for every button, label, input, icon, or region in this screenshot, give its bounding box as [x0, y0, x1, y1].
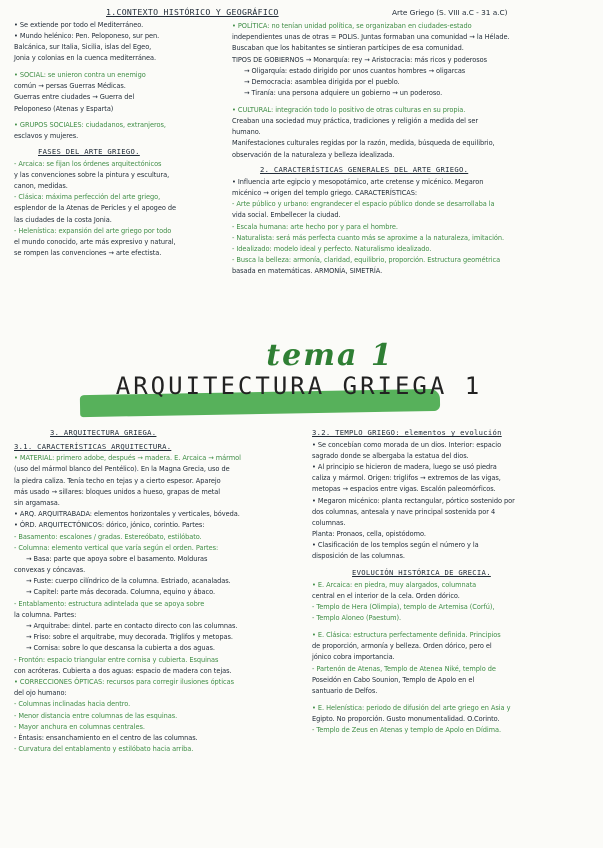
text-line: • ÓRD. ARQUITECTÓNICOS: dórico, jónico, corintio. Partes: — [14, 521, 205, 530]
text-line: - Partenón de Atenas, Templo de Atenea Niké, templo de — [312, 664, 496, 673]
text-line: • Mundo helénico: Pen. Peloponeso, sur pen. — [14, 31, 160, 40]
text-line: vida social. Embellecer la ciudad. — [232, 211, 341, 220]
text-line: Peloponeso (Atenas y Esparta) — [14, 104, 114, 113]
politica-lines — [232, 14, 594, 160]
text-line: central en el interior de la cela. Orden dórico. — [312, 591, 460, 600]
text-line: las ciudades de la costa Jonia. — [14, 215, 112, 224]
text-line: sin argamasa. — [14, 498, 60, 507]
text-line: Balcánica, sur Italia, Sicilia, islas del Egeo, — [14, 42, 152, 51]
text-line: dos columnas, antesala y nave principal sostenida por 4 — [312, 507, 496, 516]
text-line: se rompen las convenciones → arte efectista. — [14, 249, 162, 258]
text-line: columnas. — [312, 518, 346, 527]
text-line: Creaban una sociedad muy práctica, tradiciones y religión a medida del ser — [232, 117, 479, 126]
text-line: - Helenística: expansión del arte griego por todo — [14, 226, 172, 235]
text-line: → Arquitrabe: dintel. parte en contacto directo con las columnas. — [26, 622, 238, 630]
subsection-title-caracteristicas: 3.1. CARACTERÍSTICAS ARQUITECTURA. — [14, 441, 172, 451]
text-line: - Curvatura del entablamento y estilóbato hacia arriba. — [14, 745, 194, 754]
text-line: - Frontón: espacio triangular entre cornisa y cubierta. Esquinas — [14, 655, 219, 664]
text-line: • CULTURAL: integración todo lo positivo de otras culturas en su propia. — [232, 105, 466, 114]
text-line: disposición de las columnas. — [312, 552, 405, 561]
text-line: metopas → espacios entre vigas. Escalón paleomórficos. — [312, 485, 496, 494]
text-line: la columna. Partes: — [14, 610, 77, 619]
caracteristicas-lines — [232, 178, 594, 277]
text-line: • Clasificación de los templos según el número y la — [312, 541, 479, 550]
text-line: • SOCIAL: se unieron contra un enemigo — [14, 70, 146, 79]
text-line: humano. — [232, 128, 261, 137]
text-line: → Oligarquía: estado dirigido por unos cuantos hombres → oligarcas — [244, 66, 466, 75]
section-title-contexto: 1.CONTEXTO HISTÓRICO Y GEOGRÁFICO — [106, 7, 279, 17]
text-line: - Busca la belleza: armonía, claridad, equilibrio, proporción. Estructura geométrica — [232, 256, 501, 265]
text-line: - Arcaica: se fijan los órdenes arquitectónicos — [14, 159, 162, 168]
tema-heading: tema 1 — [266, 338, 394, 373]
text-line: y las convenciones sobre la pintura y escultura, — [14, 170, 170, 179]
text-line: - Basamento: escalones / gradas. Estereóbato, estilóbato. — [14, 532, 202, 541]
text-line: → Tiranía: una persona adquiere un gobierno → un poderoso. — [244, 89, 443, 98]
text-line: • MATERIAL: primero adobe, después → madera. E. Arcaica → mármol — [14, 454, 241, 463]
text-line: caliza y mármol. Origen: triglifos → extremos de las vigas, — [312, 474, 501, 483]
section-title-templo: 3.2. TEMPLO GRIEGO: elementos y evolución — [312, 428, 502, 437]
text-line: santuario de Delfos. — [312, 686, 378, 695]
text-line: • ARQ. ARQUITRABADA: elementos horizontales y verticales, bóveda. — [14, 510, 240, 519]
text-line: - Clásica: máxima perfección del arte griego, — [14, 193, 161, 202]
text-line: de proporción, armonía y belleza. Orden dórico, pero el — [312, 642, 492, 651]
text-line: TIPOS DE GOBIERNOS → Monarquía: rey → Aristocracia: más ricos y poderosos — [232, 55, 487, 64]
right-bottom-column — [312, 428, 596, 737]
text-line: • Al principio se hicieron de madera, luego se usó piedra — [312, 462, 497, 471]
text-line: - Idealizado: modelo ideal y perfecto. Naturalismo idealizado. — [232, 244, 432, 253]
text-line: independientes unas de otras = POLIS. Juntas formaban una comunidad → la Hélade. — [232, 33, 510, 42]
text-line: Manifestaciones culturales regidas por la razón, medida, búsqueda de equilibrio, — [232, 139, 495, 148]
section-title-caracteristicas: 2. CARACTERÍSTICAS GENERALES DEL ARTE GRIEGO. — [260, 165, 469, 175]
text-line: basada en matemáticas. ARMONÍA, SIMETRÍA. — [232, 267, 383, 276]
text-line: Jonia y colonias en la cuenca mediterránea. — [14, 54, 157, 63]
text-line: esplendor de la Atenas de Pericles y el apogeo de — [14, 204, 176, 213]
text-line: - Entablamento: estructura adintelada que se apoya sobre — [14, 599, 205, 608]
text-line: - Mayor anchura en columnas centrales. — [14, 722, 145, 731]
text-line: Buscaban que los habitantes se sintieran partícipes de esa comunidad. — [232, 44, 464, 53]
evolucion-lines — [312, 581, 596, 736]
text-line — [232, 100, 594, 104]
text-line: el mundo conocido, arte más expresivo y natural, — [14, 237, 176, 246]
text-line: → Basa: parte que apoya sobre el basamento. Molduras — [26, 554, 208, 563]
text-line: convexas y cóncavas. — [14, 566, 86, 575]
text-line: → Fuste: cuerpo cilíndrico de la columna. Estriado, acanaladas. — [26, 577, 231, 586]
text-line: • GRUPOS SOCIALES: ciudadanos, extranjeros, — [14, 121, 166, 130]
text-line: • E. Arcaica: en piedra, muy alargados, columnata — [312, 580, 477, 589]
text-line: canon, medidas. — [14, 182, 68, 191]
text-line: • Se extiende por todo el Mediterráneo. — [14, 20, 144, 29]
header-note: Arte Griego (S. VIII a.C - 31 a.C) — [392, 8, 508, 17]
text-line: Poseidón en Cabo Sounion, Templo de Apolo en el — [312, 675, 475, 684]
text-line: → Friso: sobre el arquitrabe, muy decorada. Triglifos y metopas. — [26, 633, 233, 642]
text-line: → Capitel: parte más decorada. Columna, equino y ábaco. — [26, 588, 216, 597]
text-line: - Templo Aloneo (Paestum). — [312, 614, 402, 623]
text-line: • CORRECCIONES ÓPTICAS: recursos para corregir ilusiones ópticas — [14, 677, 234, 686]
text-line: - Escala humana: arte hecho por y para el hombre. — [232, 222, 398, 231]
text-line: con acróteras. Cubierta a dos aguas: espacio de madera con tejas. — [14, 666, 232, 675]
text-line: Guerras entre ciudades → Guerra del — [14, 93, 135, 102]
text-line: del ojo humano: — [14, 689, 67, 698]
templo-lines — [312, 441, 596, 562]
text-line: esclavos y mujeres. — [14, 132, 79, 141]
text-line: observación de la naturaleza y belleza idealizada. — [232, 150, 395, 159]
text-line: → Cornisa: sobre lo que descansa la cubierta a dos aguas. — [26, 644, 215, 653]
text-line: la piedra caliza. Tenía techo en tejas y a cierto espesor. Aparejo — [14, 476, 221, 485]
text-line: - Columna: elemento vertical que varía según el orden. Partes: — [14, 543, 219, 552]
text-line: - Menor distancia entre columnas de las esquinas. — [14, 711, 178, 720]
text-line: - Templo de Zeus en Atenas y templo de Apolo en Dídima. — [312, 726, 502, 735]
text-line: → Democracia: asamblea dirigida por el pueblo. — [244, 77, 400, 86]
text-line: - Arte público y urbano: engrandecer el espacio público donde se desarrollaba la — [232, 200, 495, 209]
text-line: (uso del mármol blanco del Pentélico). En la Magna Grecia, uso de — [14, 465, 230, 474]
text-line: • Influencia arte egipcio y mesopotámico, arte cretense y micénico. Megaron — [232, 177, 484, 186]
section-title-arquitectura: 3. ARQUITECTURA GRIEGA. — [50, 428, 157, 437]
text-line: • POLÍTICA: no tenían unidad política, se organizaban en ciudades-estado — [232, 22, 472, 30]
text-line: • Megaron micénico: planta rectangular, pórtico sostenido por — [312, 496, 515, 505]
right-top-column — [232, 8, 594, 279]
text-line: micénico → origen del templo griego. CARACTERÍSTICAS: — [232, 189, 418, 198]
text-line: común → persas Guerras Médicas. — [14, 82, 126, 91]
section-title-fases: FASES DEL ARTE GRIEGO. — [38, 147, 140, 157]
text-line: Egipto. No proporción. Gusto monumentalidad. O.Corinto. — [312, 714, 500, 723]
text-line — [312, 625, 596, 629]
text-line: • E. Clásica: estructura perfectamente definida. Principios — [312, 631, 501, 639]
arquitectura-heading: ARQUITECTURA GRIEGA 1 — [115, 372, 483, 400]
text-line — [312, 698, 596, 702]
text-line: - Templo de Hera (Olimpia), templo de Artemisa (Corfú), — [312, 603, 495, 612]
text-line: jónico cobra importancia. — [312, 653, 395, 662]
text-line: • E. Helenística: periodo de difusión del arte griego en Asia y — [312, 703, 511, 712]
left-bottom-column — [14, 428, 304, 756]
text-line: - Columnas inclinadas hacia dentro. — [14, 700, 131, 709]
text-line: - Éntasis: ensanchamiento en el centro de las columnas. — [14, 733, 198, 742]
text-line: Planta: Pronaos, cella, opistódomo. — [312, 530, 426, 539]
section-title-evolucion: EVOLUCIÓN HISTÓRICA DE GRECIA. — [352, 568, 491, 578]
text-line: más usado → sillares: bloques unidos a hueso, grapas de metal — [14, 487, 221, 496]
text-line: sagrado donde se albergaba la estatua del dios. — [312, 451, 469, 460]
text-line: - Naturalista: será más perfecta cuanto más se aproxime a la naturaleza, imitación. — [232, 233, 505, 242]
arquitectura-lines — [14, 454, 304, 754]
text-line: • Se concebían como morada de un dios. Interior: espacio — [312, 440, 502, 449]
